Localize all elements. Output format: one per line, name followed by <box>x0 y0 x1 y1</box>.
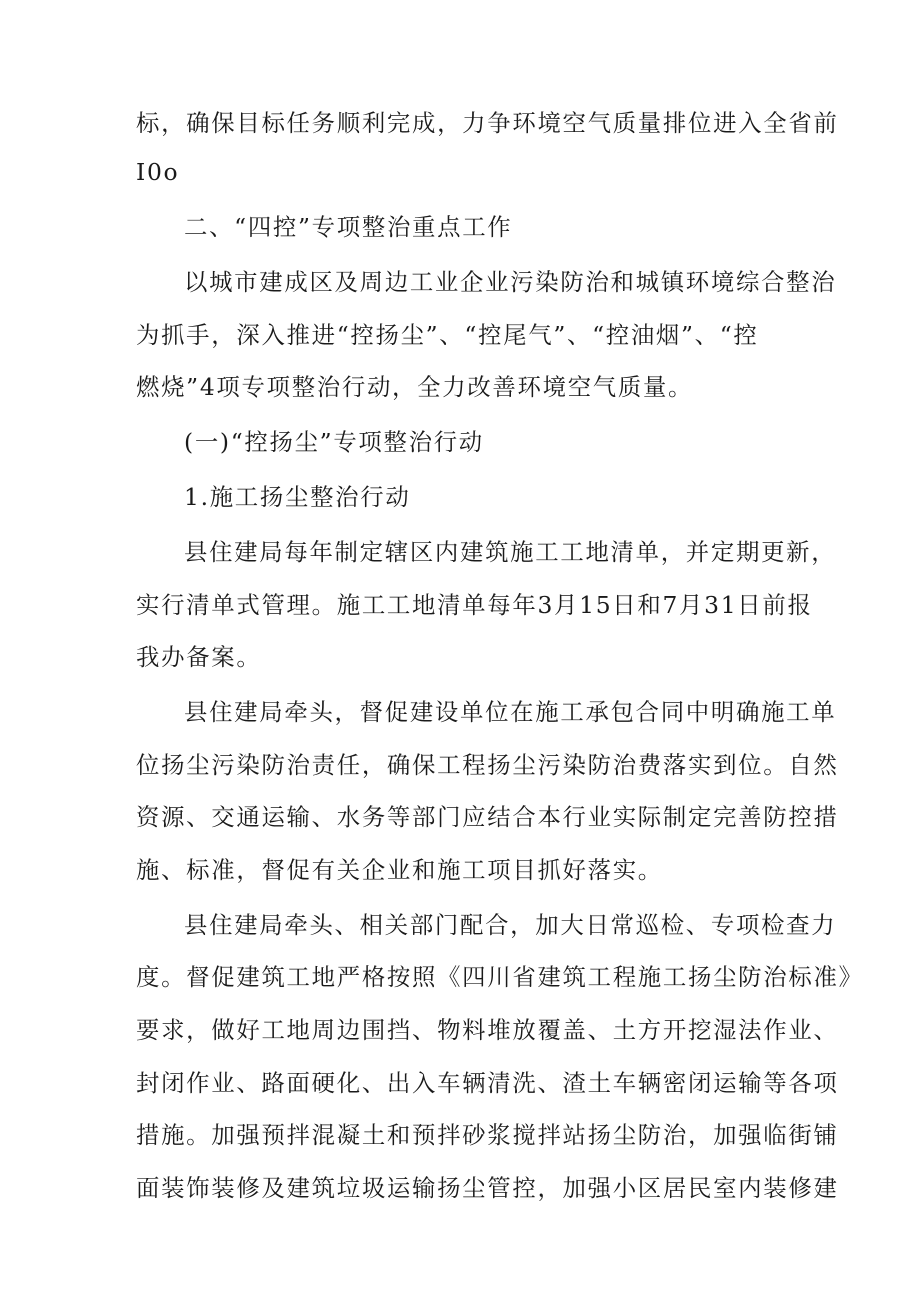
text-line-20: 措施。加强预拌混凝土和预拌砂浆搅拌站扬尘防治，加强临街铺 <box>136 1121 839 1149</box>
section-heading: 二、“四控”专项整治重点工作 <box>184 213 513 241</box>
text-line-13: 位扬尘污染防治责任，确保工程扬尘污染防治费落实到位。自然 <box>136 751 839 779</box>
text-line-4: 以城市建成区及周边工业企业污染防治和城镇环境综合整治 <box>184 268 837 296</box>
text-line-1: 标，确保目标任务顺利完成，力争环境空气质量排位进入全省前 <box>136 109 839 137</box>
text-line-9: 县住建局每年制定辖区内建筑施工工地清单，并定期更新， <box>184 538 837 566</box>
text-line-10: 实行清单式管理。施工工地清单每年3月15日和7月31日前报 <box>136 591 813 619</box>
text-line-5: 为抓手，深入推进“控扬尘”、“控尾气”、“控油烟”、“控 <box>136 321 759 349</box>
text-line-14: 资源、交通运输、水务等部门应结合本行业实际制定完善防控措 <box>136 803 839 831</box>
text-line-18: 要求，做好工地周边围挡、物料堆放覆盖、土方开挖湿法作业、 <box>136 1016 839 1044</box>
text-line-2: I0o <box>136 158 180 186</box>
text-line-17: 度。督促建筑工地严格按照《四川省建筑工程施工扬尘防治标准》 <box>136 963 864 991</box>
text-line-11: 我办备案。 <box>136 643 262 671</box>
text-line-16: 县住建局牵头、相关部门配合，加大日常巡检、专项检查力 <box>184 911 837 939</box>
subsection-heading: (一)“控扬尘”专项整治行动 <box>184 428 484 456</box>
text-line-15: 施、标准，督促有关企业和施工项目抓好落实。 <box>136 856 663 884</box>
item-heading: 1.施工扬尘整治行动 <box>184 483 411 511</box>
text-line-12: 县住建局牵头，督促建设单位在施工承包合同中明确施工单 <box>184 698 837 726</box>
text-line-6: 燃烧”4项专项整治行动，全力改善环境空气质量。 <box>136 373 694 401</box>
text-line-21: 面装饰装修及建筑垃圾运输扬尘管控，加强小区居民室内装修建 <box>136 1174 839 1202</box>
text-line-19: 封闭作业、路面硬化、出入车辆清洗、渣土车辆密闭运输等各项 <box>136 1069 839 1097</box>
